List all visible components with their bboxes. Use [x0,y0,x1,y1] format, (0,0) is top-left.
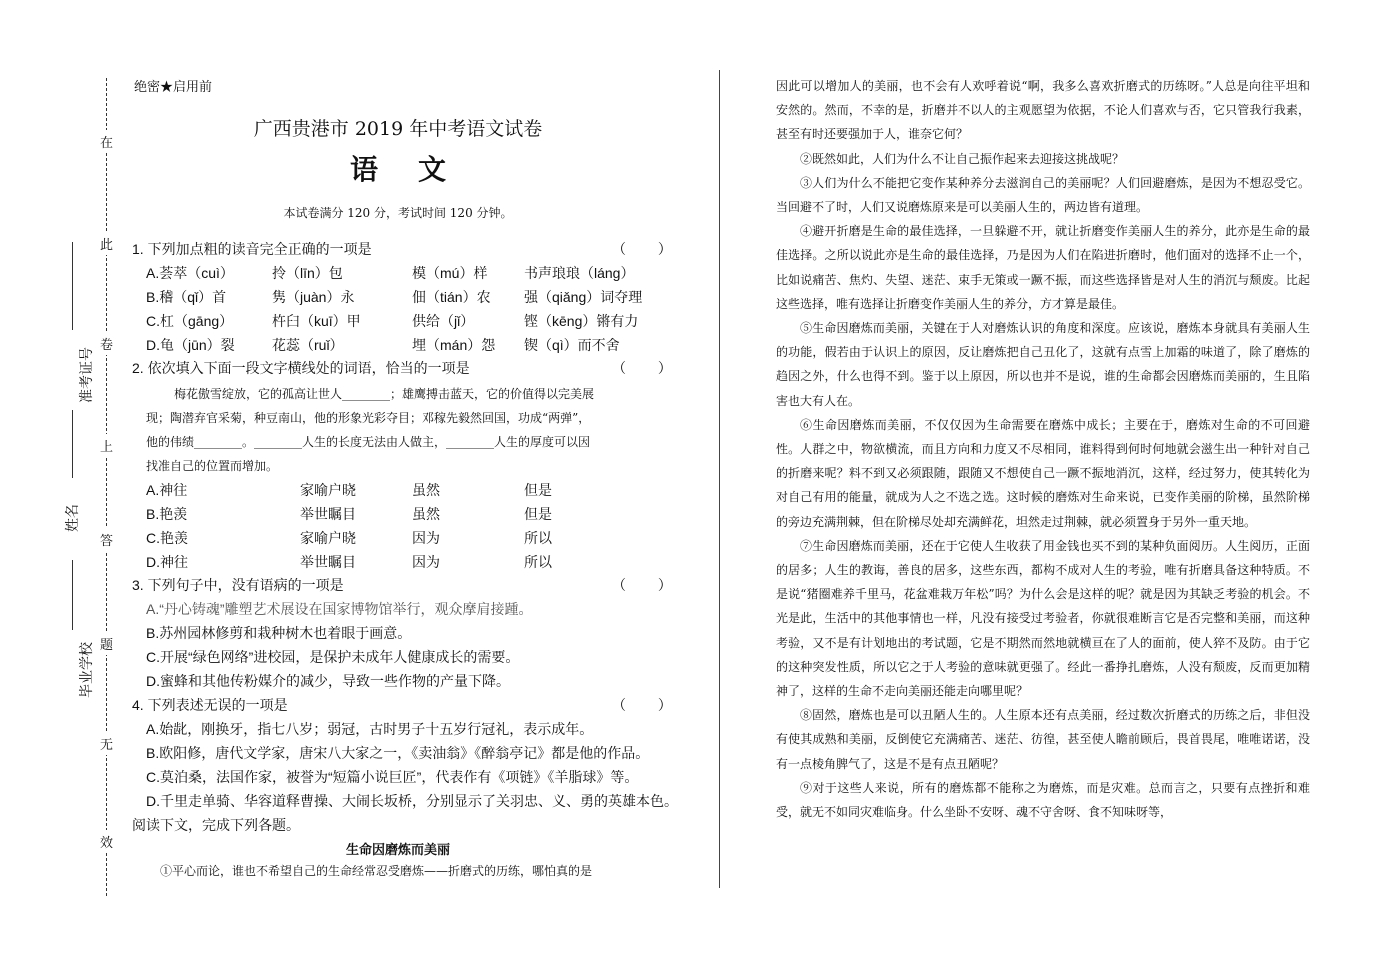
subject-title: 语文 [349,153,486,186]
q1-option-cell: 模（mú）样 [412,265,488,281]
question-4-answer-paren: （ ） [612,697,672,713]
q2-option-cell: 虽然 [412,506,440,522]
essay-title: 生命因磨炼而美丽 [345,842,450,857]
q2-option-cell: 但是 [524,482,552,498]
q1-option-cell: 杵臼（kuī）甲 [272,313,361,329]
q1-option-cell: D.龟（jūn）裂 [146,337,235,353]
q2-option-cell: A.神往 [146,482,188,498]
question-2-passage-line: 找准自己的位置而增加。 [146,459,279,473]
q2-option-cell: 因为 [412,554,440,570]
q1-option-cell: 铿（kēnɡ）锵有力 [524,313,639,329]
q1-option-cell: 书声琅琅（lánɡ） [524,265,635,281]
q4-option: A.始龀，刚换牙，指七八岁；弱冠，古时男子十五岁行冠礼，表示成年。 [146,721,594,737]
essay-paragraph-1-start: ①平心而论，谁也不希望自己的生命经常忍受磨炼——折磨式的历练，哪怕真的是 [160,864,593,878]
question-4-stem: 4. 下列表述无误的一项是 [132,697,288,713]
q3-option: D.蜜蜂和其他传粉媒介的减少，导致一些作物的产量下降。 [146,673,510,689]
question-3-stem: 3. 下列句子中，没有语病的一项是 [132,577,344,593]
question-3-answer-paren: （ ） [612,577,672,593]
q2-option-cell: 家喻户晓 [300,482,356,498]
q3-option: A.“丹心铸魂”雕塑艺术展设在国家博物馆举行，观众摩肩接踵。 [146,601,533,617]
essay-paragraph: ⑨对于这些人来说，所有的磨炼都不能称之为磨炼，而是灾难。总而言之，只要有点挫折和难受，就无不如同灾难临身。什么坐卧不安呀、魂不守舍呀、食不知味呀等， [776,780,1310,820]
q1-option-cell: 隽（juàn）永 [272,289,355,305]
q2-option-cell: 所以 [524,530,552,546]
question-2-passage-line: 梅花傲雪绽放，它的孤高让世人________；雄鹰搏击蓝天，它的价值得以完美展 [174,387,595,401]
seal-char: 在 [100,130,113,153]
question-2-answer-paren: （ ） [612,360,672,376]
essay-continuation [776,74,1310,824]
exam-note: 本试卷满分 120 分，考试时间 120 分钟。 [283,206,513,220]
field-underline [72,560,73,630]
essay-paragraph: ③人们为什么不能把它变作某种养分去滋润自己的美丽呢？人们回避磨炼，是因为不想忍受它。当回避不了时，人们又说磨炼原来是可以美丽人生的，两边皆有道理。 [776,175,1310,215]
q2-option-cell: 因为 [412,530,440,546]
seal-char: 上 [100,434,113,457]
q1-option-cell: B.稽（qǐ）首 [146,289,227,305]
essay-paragraph: ⑥生命因磨炼而美丽，不仅仅因为生命需要在磨炼中成长；主要在于，磨炼对生命的不可回避性。人群之中，物欲横流，而且方向和力度又不尽相同，谁料得到何时何地就会滋生出一种针对自己的折磨来呢？料不到又必须跟随，跟随又不想使自己一蹶不振地消沉，这样，经过努力，使其转化为对自己有用的能量，就成为人之不选之选。这时候的磨炼对生命来说，已变作美丽的阶梯，虽然阶梯的旁边充满荆棘，但在阶梯尽处却充满鲜花，坦然走过荆棘，就必须置身于另外一重天地。 [776,417,1310,529]
q2-option-cell: C.艳羡 [146,530,188,546]
q2-option-cell: B.艳羡 [146,506,188,522]
q2-option-cell: 虽然 [412,482,440,498]
question-2-stem: 2. 依次填入下面一段文字横线处的词语，恰当的一项是 [132,360,470,376]
essay-paragraph: 因此可以增加人的美丽，也不会有人欢呼着说“啊，我多么喜欢折磨式的历练呀。”人总是向往平坦和安然的。然而，不幸的是，折磨并不以人的主观愿望为依据，不论人们喜欢与否，它只管我行我素，甚至有时还要强加于人，谁奈它何？ [776,79,1310,142]
essay-paragraph: ④避开折磨是生命的最佳选择，一旦躲避不开，就让折磨变作美丽人生的养分，此亦是生命的最佳选择。之所以说此亦是生命的最佳选择，乃是因为人们在陷进折磨时，他们面对的选择不止一个，比如说痛苦、焦灼、失望、迷茫、束手无策或一蹶不振，而这些选择皆是对人生的消沉与颓废。比起这些选择，唯有选择让折磨变作美丽人生的养分，方才算是最佳。 [776,224,1310,311]
q2-option-cell: 家喻户晓 [300,530,356,546]
q2-option-cell: 所以 [524,554,552,570]
seal-char: 卷 [100,332,113,355]
q3-option: B.苏州园林修剪和栽种树木也着眼于画意。 [146,625,412,641]
paper-title: 广西贵港市 2019 年中考语文试卷 [253,118,543,140]
q4-option: C.莫泊桑，法国作家，被誉为“短篇小说巨匠”，代表作有《项链》《羊脂球》等。 [146,769,639,785]
field-underline [72,410,73,478]
q1-option-cell: C.杠（gānɡ） [146,313,234,329]
binding-dashed-line [106,78,107,896]
q1-option-cell: 强（qiǎnɡ）词夺理 [524,289,643,305]
q1-option-cell: 拎（līn）包 [272,265,343,281]
seal-char: 答 [100,528,113,551]
essay-paragraph: ⑦生命因磨炼而美丽，还在于它使人生收获了用金钱也买不到的某种负面阅历。人生阅历，正面的居多；人生的教诲，善良的居多，这些东西，都构不成对人生的考验，唯有折磨具备这种特质。不是说“猪圈难养千里马，花盆难栽万年松”吗？为什么会是这样的呢？就是因为其缺乏考验的机会。不光是此，生活中的其他事情也一样，凡没有接受过考验者，你就很难断言它是否完整和美丽，而这种考验，又不是有计划地出的考试题，它是不期然而然地就横亘在了人的面前，使人猝不及防。由于它的这种突发性质，所以它之于人考验的意味就更强了。经此一番挣扎磨炼，人没有颓废，反而更加精神了，这样的生命不走向美丽还能走向哪里呢？ [776,538,1310,699]
seal-char: 题 [100,632,113,655]
candidate-field-label: 准考证号 [79,347,95,403]
q2-option-cell: 举世瞩目 [300,506,356,522]
essay-paragraph: ⑧固然，磨炼也是可以丑陋人生的。人生原本还有点美丽，经过数次折磨式的历练之后，非但没有使其成熟和美丽，反倒使它充满痛苦、迷茫、彷徨，甚至使人瞻前顾后，畏首畏尾，唯唯诺诺，没有一点棱角脾气了，这是不是有点丑陋呢？ [776,708,1310,771]
q3-option: C.开展“绿色网络”进校园，是保护未成年人健康成长的需要。 [146,649,520,665]
q1-option-cell: 花蕊（ruǐ） [272,337,344,353]
essay-paragraph: ⑤生命因磨炼而美丽，关键在于人对磨炼认识的角度和深度。应该说，磨炼本身就具有美丽人生的功能，假若由于认识上的原因，反让磨炼把自己丑化了，这就有点雪上加霜的味道了，除了磨炼的趋因之外，什么也得不到。鉴于以上原因，所以也并不是说，谁的生命都会因磨炼而美丽的，生且陷害也大有人在。 [776,321,1310,408]
q1-option-cell: 锲（qì）而不舍 [524,337,620,353]
q4-option: B.欧阳修，唐代文学家，唐宋八大家之一，《卖油翁》《醉翁亭记》都是他的作品。 [146,745,650,761]
q1-option-cell: 供给（jǐ） [412,313,475,329]
essay-paragraph: ②既然如此，人们为什么不让自己振作起来去迎接这挑战呢？ [800,151,1125,166]
column-divider [719,70,720,888]
question-2-passage-line: 他的伟绩________。________人生的长度无法由人做主，________人生的厚度可以因 [146,435,591,449]
seal-char: 无 [100,732,113,755]
seal-char: 此 [100,232,113,255]
reading-intro: 阅读下文，完成下列各题。 [132,817,300,833]
q2-option-cell: 但是 [524,506,552,522]
q1-option-cell: A.荟萃（cuì） [146,265,234,281]
q1-option-cell: 佃（tián）农 [412,289,491,305]
question-1-stem: 1. 下列加点粗的读音完全正确的一项是 [132,241,372,257]
field-underline [72,242,73,330]
q2-option-cell: D.神往 [146,554,188,570]
q2-option-cell: 举世瞩目 [300,554,356,570]
confidential-mark: 绝密★启用前 [134,80,213,95]
question-1-answer-paren: （ ） [612,241,672,257]
candidate-field-label: 姓名 [65,504,81,532]
seal-char: 效 [100,830,113,853]
q4-option: D.千里走单骑、华容道释曹操、大闹长坂桥，分别显示了关羽忠、义、勇的英雄本色。 [146,793,678,809]
question-2-passage-line: 现；陶潜弃官采菊，种豆南山，他的形象光彩夺目；邓稼先毅然回国，功成“两弹”， [146,411,591,425]
candidate-field-label: 毕业学校 [79,642,95,698]
q1-option-cell: 埋（mán）怨 [412,337,496,353]
